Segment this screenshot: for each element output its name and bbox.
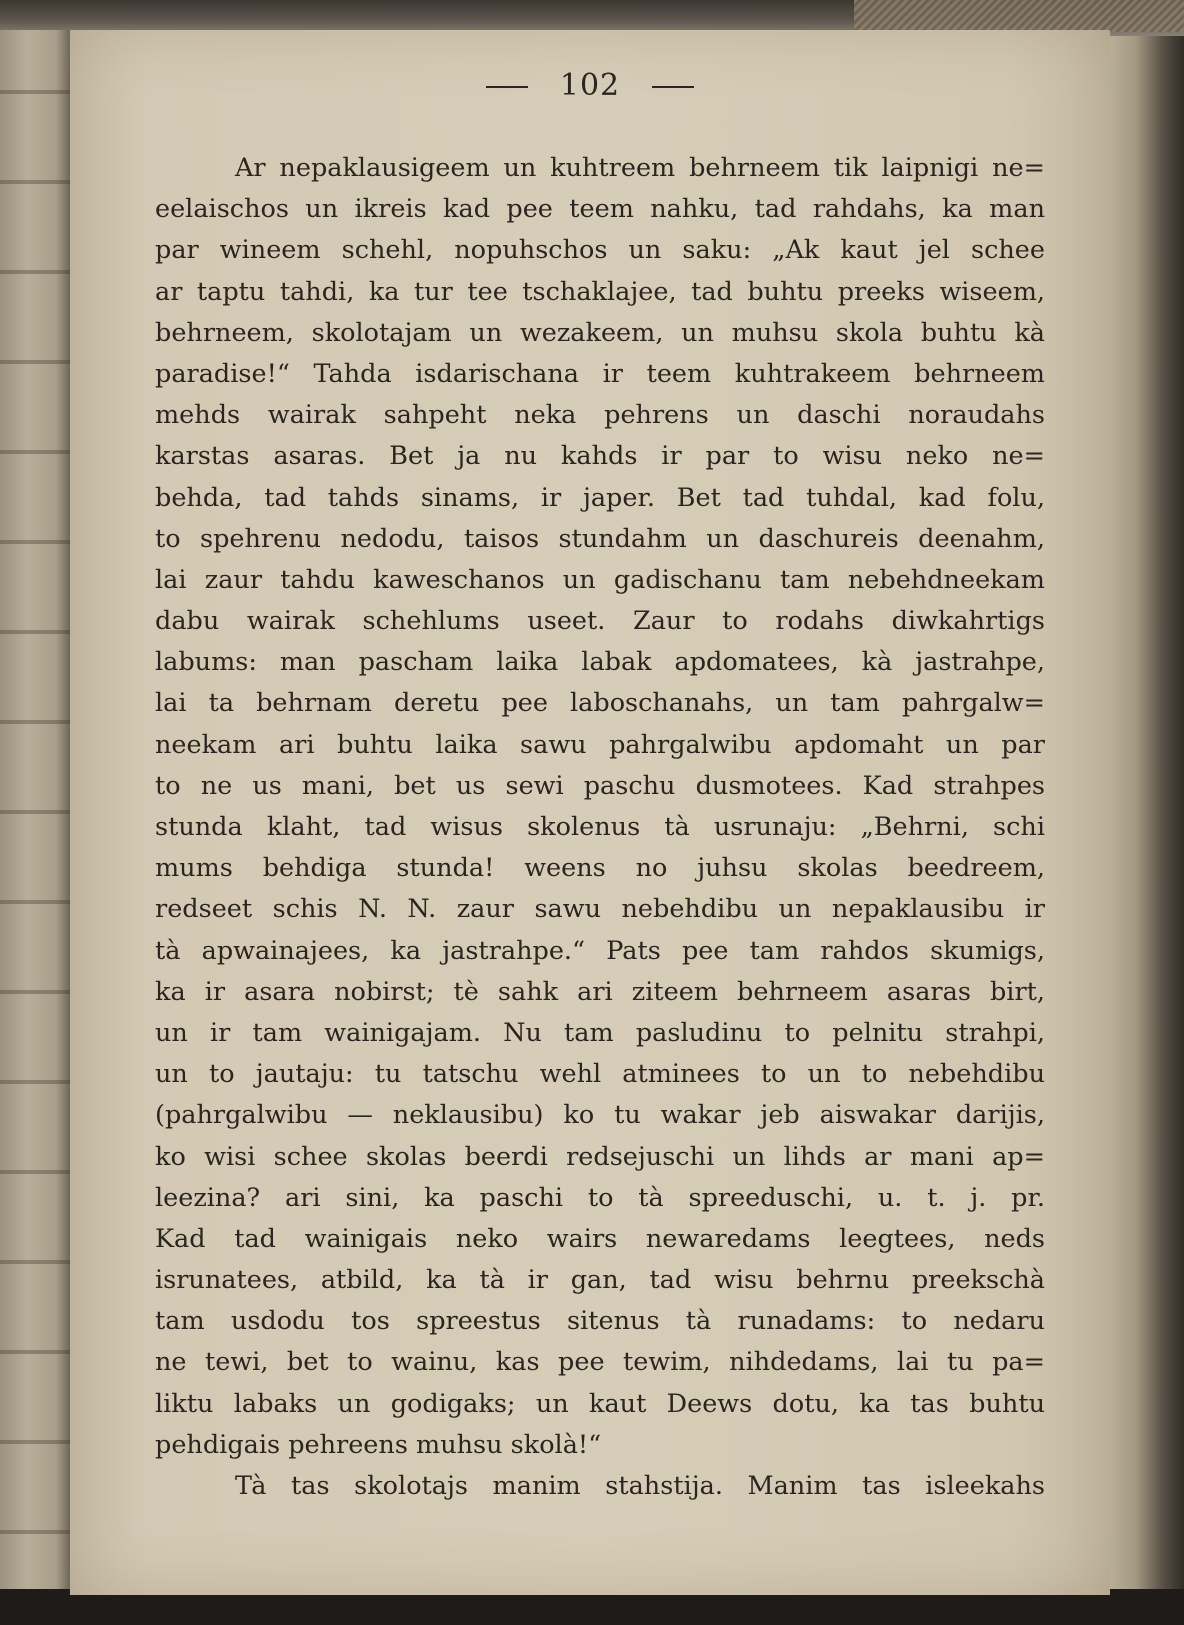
text-line: un ir tam wainigajam. Nu tam pasludinu to pelnitu strahpi, bbox=[155, 1017, 1045, 1048]
text-line: ka ir asara nobirst; tè sahk ari ziteem behrneem asaras birt, bbox=[155, 976, 1045, 1007]
text-line: Kad tad wainigais neko wairs newaredams leegtees, neds bbox=[155, 1223, 1045, 1254]
cover-cloth bbox=[854, 0, 1184, 32]
text-line: neekam ari buhtu laika sawu pahrgalwibu apdomaht un par bbox=[155, 729, 1045, 760]
text-line: mums behdiga stunda! weens no juhsu skolas beedreem, bbox=[155, 853, 1045, 884]
text-line: dabu wairak schehlums useet. Zaur to rodahs diwkahrtigs bbox=[155, 606, 1045, 637]
text-line: isrunatees, atbild, ka tà ir gan, tad wisu behrnu preekschà bbox=[155, 1265, 1045, 1296]
text-line: paradise!“ Tahda isdarischana ir teem kuhtrakeem behrneem bbox=[155, 358, 1045, 389]
page-header bbox=[70, 68, 1110, 103]
text-line: redseet schis N. N. zaur sawu nebehdibu un nepaklausibu ir bbox=[155, 894, 1045, 925]
text-line: karstas asaras. Bet ja nu kahds ir par to wisu neko ne= bbox=[155, 441, 1045, 472]
text-line: to ne us mani, bet us sewi paschu dusmotees. Kad strahpes bbox=[155, 770, 1045, 801]
text-line: tà apwainajees, ka jastrahpe.“ Pats pee tam rahdos skumigs, bbox=[155, 935, 1045, 966]
text-line: Ar nepaklausigeem un kuhtreem behrneem tik laipnigi ne= bbox=[235, 153, 1045, 183]
text-line: labums: man pascham laika labak apdomatees, kà jastrahpe, bbox=[155, 647, 1045, 678]
body-text bbox=[155, 148, 1045, 1507]
text-line: Tà tas skolotajs manim stahstija. Manim tas isleekahs bbox=[235, 1471, 1045, 1501]
text-line: behda, tad tahds sinams, ir japer. Bet tad tuhdal, kad folu, bbox=[155, 482, 1045, 513]
text-line: leezina? ari sini, ka paschi to tà spreeduschi, u. t. j. pr. bbox=[155, 1182, 1045, 1213]
text-line: par wineem schehl, nopuhschos un saku: „Ak kaut jel schee bbox=[155, 235, 1045, 266]
book-page bbox=[70, 30, 1110, 1595]
text-line: ne tewi, bet to wainu, kas pee tewim, nihdedams, lai tu pa= bbox=[155, 1347, 1045, 1378]
text-line: behrneem, skolotajam un wezakeem, un muhsu skola buhtu kà bbox=[155, 317, 1045, 348]
text-line: ar taptu tahdi, ka tur tee tschaklajee, tad buhtu preeks wiseem, bbox=[155, 276, 1045, 307]
text-line: stunda klaht, tad wisus skolenus tà usrunaju: „Behrni, schi bbox=[155, 812, 1045, 842]
text-line: (pahrgalwibu — neklausibu) ko tu wakar jeb aiswakar dariјis, bbox=[155, 1100, 1045, 1131]
text-line: eelaischos un ikreis kad pee teem nahku, tad rahdahs, ka man bbox=[155, 194, 1045, 225]
header-dash-right bbox=[652, 86, 694, 88]
text-line: liktu labaks un godigaks; un kaut Deews dotu, ka tas buhtu bbox=[155, 1388, 1045, 1419]
text-line: to spehrenu nedodu, taisos stundahm un daschureis deenahm, bbox=[155, 523, 1045, 554]
text-line: mehds wairak sahpeht neka pehrens un daschi noraudahs bbox=[155, 400, 1045, 431]
text-line: lai ta behrnam deretu pee laboschanahs, un tam pahrgalw= bbox=[155, 688, 1045, 719]
page-number: 102 bbox=[559, 68, 621, 103]
text-line: lai zaur tahdu kaweschanos un gadischanu tam nebehdneekam bbox=[155, 564, 1045, 595]
text-line: un to jautaju: tu tatschu wehl atminees to un to nebehdibu bbox=[155, 1059, 1045, 1090]
page-fore-edge bbox=[1110, 36, 1184, 1589]
facing-page-edge bbox=[0, 30, 70, 1595]
text-line: ko wisi schee skolas beerdi redsejuschi un lihds ar mani ap= bbox=[155, 1141, 1045, 1172]
text-line: pehdigais pehreens muhsu skolà!“ bbox=[155, 1429, 602, 1460]
text-line: tam usdodu tos spreestus sitenus tà runadams: to nedaru bbox=[155, 1306, 1045, 1337]
header-dash-left bbox=[486, 86, 528, 88]
